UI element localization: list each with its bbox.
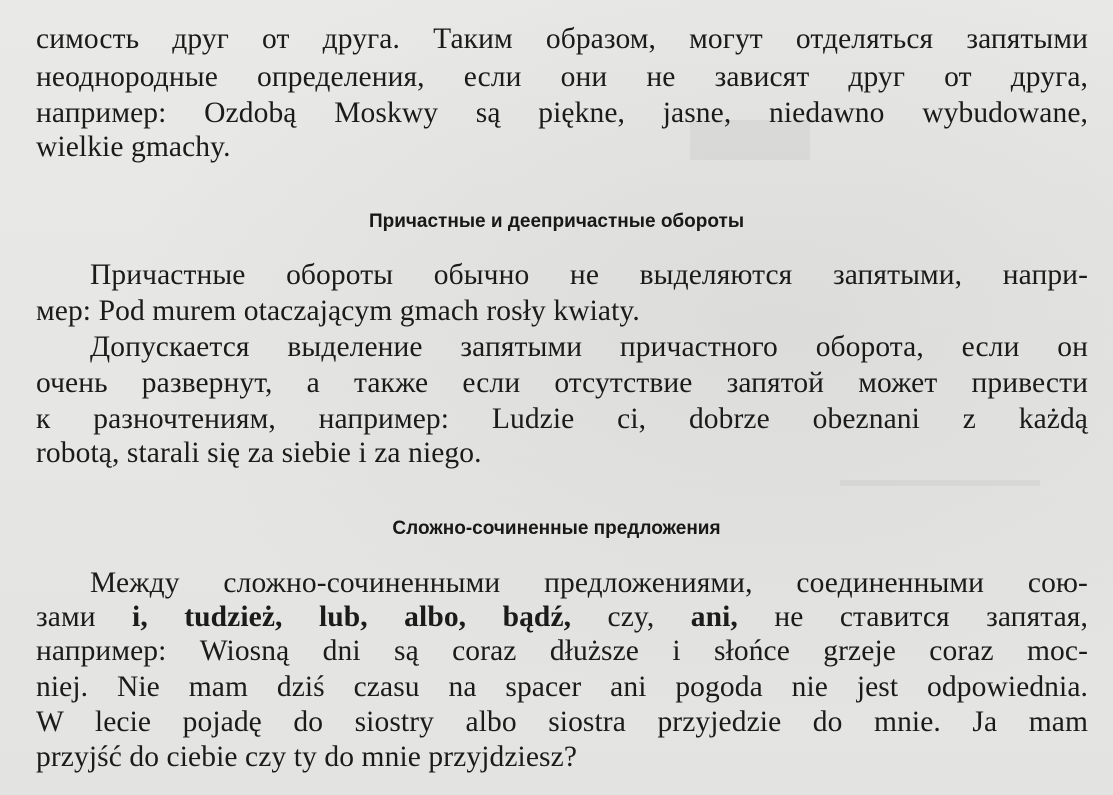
para1-line-4: wielkie gmachy. <box>36 131 231 163</box>
para4-line-5: W lecie pojadę do siostry albo siostra przyjedzie do mnie. Ja mam <box>36 706 1088 738</box>
para4-line-2-post: не ставится запятая, <box>774 601 1088 633</box>
conjunction-czy: czy, <box>607 601 655 633</box>
para4-line-4: niej. Nie mam dziś czasu na spacer ani pogoda nie jest odpowiednia. <box>36 671 1088 703</box>
conjunction-i: i, <box>132 601 148 633</box>
para3-line-4: robotą, starali się za siebie i za niego. <box>36 437 482 469</box>
para2-line-2: мер: Pod murem otaczającym gmach rosły kwiaty. <box>36 295 640 327</box>
para2-line-1: Причастные обороты обычно не выделяются запятыми, напри- <box>90 259 1088 291</box>
para4-line-2 <box>36 600 1088 634</box>
para4-line-6: przyjść do ciebie czy ty do mnie przyjdziesz? <box>36 741 578 773</box>
section-heading-compound: Сложно-сочиненные предложения <box>392 518 721 539</box>
para3-line-3: к разночтениям, например: Ludzie ci, dobrze obeznani z każdą <box>36 403 1088 435</box>
section-heading-participial: Причастные и деепричастные обороты <box>368 211 745 232</box>
para1-line-2: неоднородные определения, если они не зависят друг от друга, <box>36 61 1088 93</box>
conjunction-tudziez: tudzież, <box>184 601 283 633</box>
para3-line-1: Допускается выделение запятыми причастного оборота, если он <box>90 331 1088 363</box>
para1-line-3: например: Ozdobą Moskwy są piękne, jasne, niedawno wybudowane, <box>36 97 1088 129</box>
conjunction-badz: bądź, <box>502 601 572 633</box>
bleed-through-shadow-2 <box>840 480 1040 486</box>
para3-line-2: очень развернут, а также если отсутствие запятой может привести <box>36 367 1088 399</box>
para4-line-3: например: Wiosną dni są coraz dłuższe i słońce grzeje coraz moc- <box>36 635 1088 667</box>
para4-line-1: Между сложно-сочиненными предложениями, соединенными сою- <box>90 567 1088 599</box>
conjunction-lub: lub, <box>318 601 368 633</box>
conjunction-albo: albo, <box>404 601 467 633</box>
para1-line-1: симость друг от друга. Таким образом, могут отделяться запятыми <box>36 23 1088 55</box>
conjunction-ani: ani, <box>690 601 738 633</box>
para4-line-2-pre: зами <box>36 601 96 633</box>
